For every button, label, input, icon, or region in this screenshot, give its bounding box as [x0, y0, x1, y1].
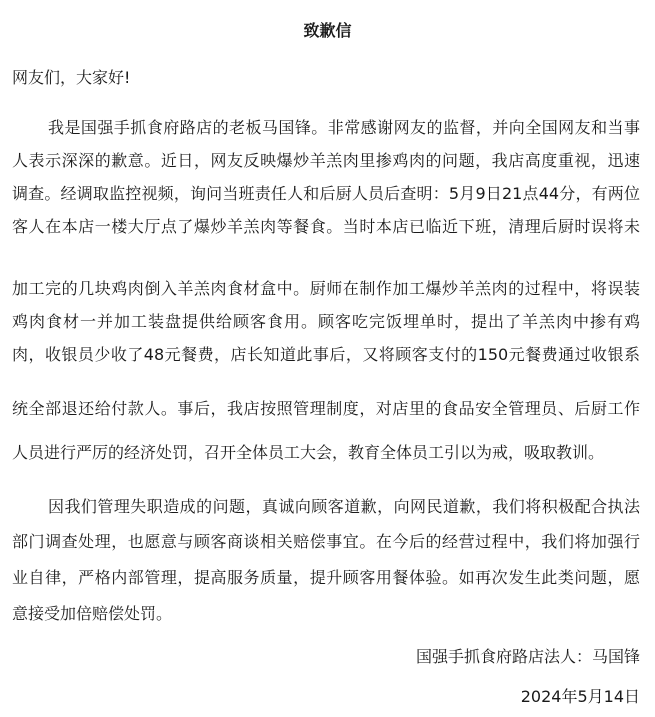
- paragraph-line: 客人在本店一楼大厅点了爆炒羊羔肉等餐食。当时本店已临近下班，清理后厨时误将未: [12, 217, 640, 236]
- paragraph-line: 我是国强手抓食府路店的老板马国锋。非常感谢网友的监督，并向全国网友和当事: [48, 118, 640, 137]
- paragraph-line: 调查。经调取监控视频，询问当班责任人和后厨人员后查明：5月9日21点44分，有两位: [12, 184, 640, 203]
- signature: 国强手抓食府路店法人：马国锋: [415, 647, 640, 666]
- paragraph-line: 肉，收银员少收了48元餐费，店长知道此事后，又将顾客支付的150元餐费通过收银系: [12, 345, 640, 364]
- letter-title: 致歉信: [303, 21, 352, 40]
- paragraph-line: 人员进行严厉的经济处罚，召开全体员工大会，教育全体员工引以为戒，吸取教训。: [12, 443, 605, 462]
- paragraph-line: 因我们管理失职造成的问题，真诚向顾客道歉，向网民道歉，我们将积极配合执法: [48, 497, 640, 516]
- paragraph-line: 统全部退还给付款人。事后，我店按照管理制度，对店里的食品安全管理员、后厨工作: [12, 399, 640, 418]
- paragraph-line: 部门调查处理，也愿意与顾客商谈相关赔偿事宜。在今后的经营过程中，我们将加强行: [12, 532, 640, 551]
- greeting: 网友们，大家好!: [12, 68, 131, 87]
- paragraph-line: 鸡肉食材一并加工装盘提供给顾客食用。顾客吃完饭埋单时，提出了羊羔肉中掺有鸡: [12, 312, 640, 331]
- paragraph-line: 业自律，严格内部管理，提高服务质量，提升顾客用餐体验。如再次发生此类问题，愿: [12, 568, 640, 587]
- paragraph-line: 意接受加倍赔偿处罚。: [12, 604, 173, 623]
- paragraph-line: 人表示深深的歉意。近日，网友反映爆炒羊羔肉里掺鸡肉的问题，我店高度重视，迅速: [12, 151, 640, 170]
- paragraph-line: 加工完的几块鸡肉倒入羊羔肉食材盒中。厨师在制作加工爆炒羊羔肉的过程中，将误装: [12, 279, 640, 298]
- date: 2024年5月14日: [520, 687, 640, 706]
